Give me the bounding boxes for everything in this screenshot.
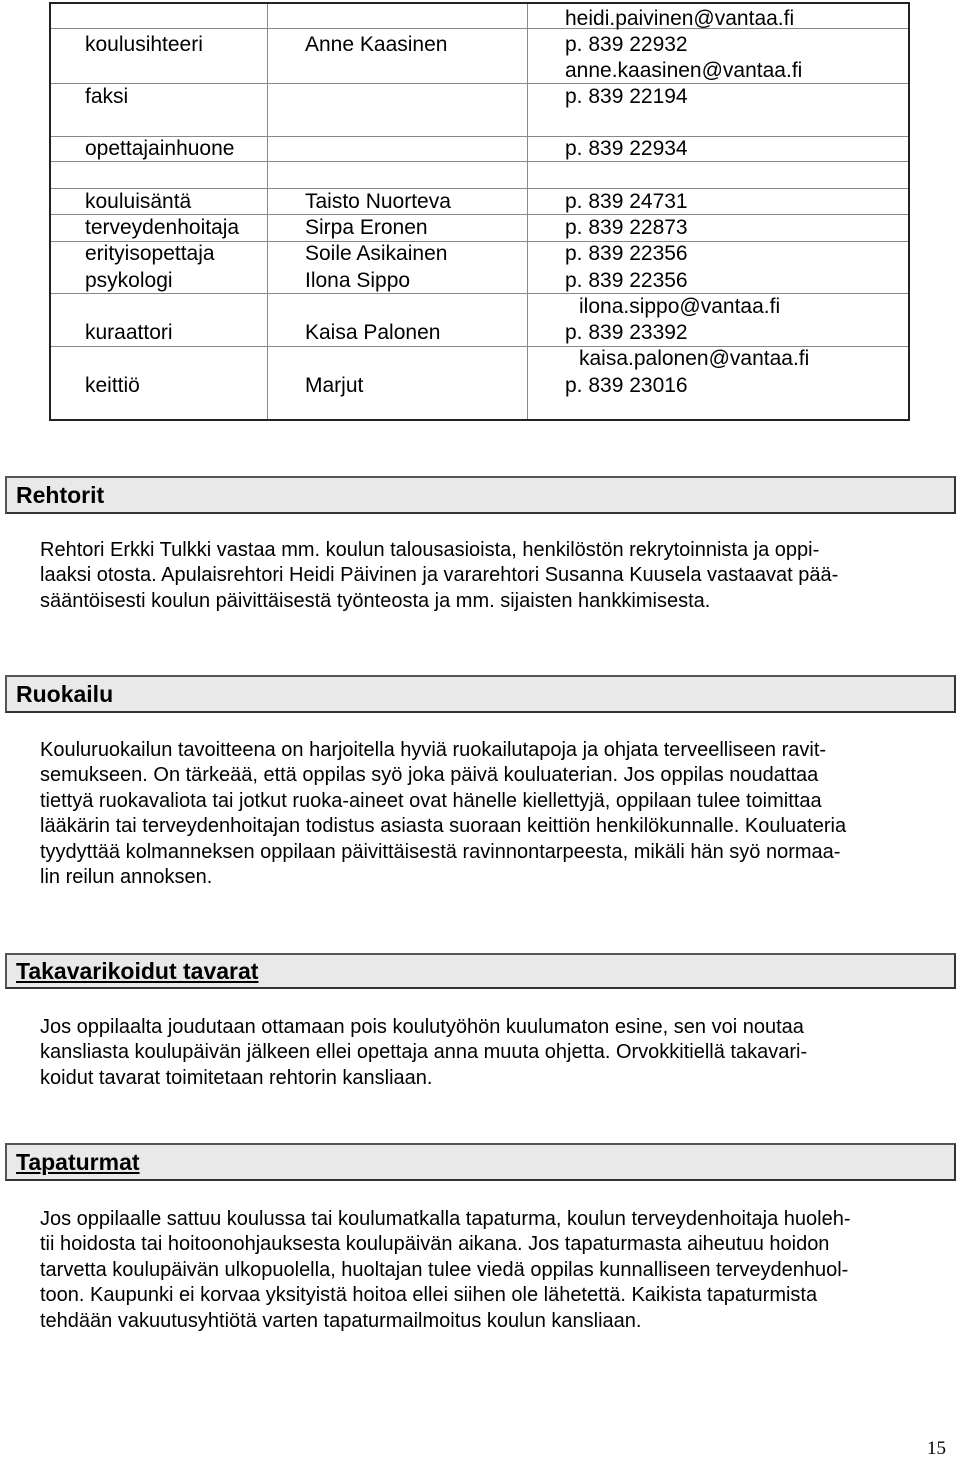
contact-name: Sirpa Eronen <box>305 216 428 239</box>
contact-role: kuraattori <box>85 321 173 344</box>
contact-phone: p. 839 23016 <box>565 374 688 397</box>
contact-table <box>49 2 910 421</box>
column-divider <box>267 4 268 419</box>
contact-phone: p. 839 24731 <box>565 190 688 213</box>
text-line: lin reilun annoksen. <box>40 866 213 889</box>
text-line: tii hoidosta tai hoitoonohjauksesta koulupäivän aikana. Jos tapaturmasta aiheutuu hoidon <box>40 1233 830 1256</box>
section-text-tapaturmat <box>40 1207 940 1334</box>
contact-name: Ilona Sippo <box>305 269 411 292</box>
contact-name: Taisto Nuorteva <box>305 190 451 213</box>
text-line: tiettyä ruokavaliota tai jotkut ruoka-aineet ovat hänelle kiellettyjä, oppilaan tulee toimittaa <box>40 789 822 812</box>
contact-name: Soile Asikainen <box>305 242 448 265</box>
text-line: kansliasta koulupäivän jälkeen ellei opettaja anna muuta ohjetta. Orvokkitiellä takavari- <box>40 1041 808 1064</box>
column-divider <box>527 4 528 419</box>
contact-email: ilona.sippo@vantaa.fi <box>579 295 781 318</box>
contact-phone: p. 839 23392 <box>565 321 688 344</box>
contact-role: opettajainhuone <box>85 137 235 160</box>
text-line: tehdään vakuutusyhtiötä varten tapaturmailmoitus koulun kansliaan. <box>40 1309 642 1332</box>
contact-role: psykologi <box>85 269 173 292</box>
contact-phone: p. 839 22873 <box>565 216 688 239</box>
contact-role: keittiö <box>85 374 140 397</box>
text-line: Jos oppilaalta joudutaan ottamaan pois koulutyöhön kuulumaton esine, sen voi noutaa <box>40 1016 804 1038</box>
section-heading-tapaturmat: Tapaturmat <box>5 1143 956 1181</box>
contact-phone: p. 839 22356 <box>565 269 688 292</box>
contact-phone: p. 839 22356 <box>565 242 688 265</box>
section-heading-ruokailu: Ruokailu <box>5 675 956 713</box>
text-line: tyydyttää kolmanneksen oppilaan päivittäisestä ravinnontarpeesta, mikäli hän syö normaa- <box>40 840 841 863</box>
page-number: 15 <box>927 1438 946 1459</box>
contact-role: terveydenhoitaja <box>85 216 240 239</box>
contact-phone: p. 839 22932 <box>565 33 688 56</box>
section-heading-takavarikoidut-tavarat: Takavarikoidut tavarat <box>5 953 956 989</box>
contact-name: Marjut <box>305 374 364 397</box>
text-line: semukseen. On tärkeää, että oppilas syö joka päivä kouluaterian. Jos oppilas noudattaa <box>40 764 819 787</box>
text-line: sääntöisesti koulun päivittäisestä työnteosta ja mm. sijaisten hankkimisesta. <box>40 589 711 612</box>
contact-phone: p. 839 22194 <box>565 85 688 108</box>
contact-name: Anne Kaasinen <box>305 33 448 56</box>
text-line: laaksi otosta. Apulaisrehtori Heidi Päivinen ja vararehtori Susanna Kuusela vastaavat pää- <box>40 564 839 587</box>
text-line: Kouluruokailun tavoitteena on harjoitella hyviä ruokailutapoja ja ohjata terveelliseen ravit- <box>40 739 827 761</box>
text-line: Jos oppilaalle sattuu koulussa tai koulumatkalla tapaturma, koulun terveydenhoitaja huoleh- <box>40 1208 851 1230</box>
contact-role: faksi <box>85 85 129 108</box>
section-text-takavarikoidut-tavarat <box>40 1015 940 1091</box>
contact-role: erityisopettaja <box>85 242 215 265</box>
contact-email: heidi.paivinen@vantaa.fi <box>565 7 795 30</box>
text-line: tarvetta koulupäivän ulkopuolella, huoltajan tulee viedä oppilas kunnalliseen terveydenhuol- <box>40 1258 849 1281</box>
contact-email: kaisa.palonen@vantaa.fi <box>579 347 810 370</box>
text-line: toon. Kaupunki ei korvaa yksityistä hoitoa ellei siihen ole lähetettä. Kaikista tapaturmista <box>40 1284 818 1307</box>
contact-name: Kaisa Palonen <box>305 321 441 344</box>
contact-role: koulusihteeri <box>85 33 203 56</box>
section-text-ruokailu <box>40 738 940 890</box>
contact-role: kouluisäntä <box>85 190 192 213</box>
text-line: Rehtori Erkki Tulkki vastaa mm. koulun talousasioista, henkilöstön rekrytoinnista ja oppi- <box>40 539 820 561</box>
text-line: koidut tavarat toimitetaan rehtorin kansliaan. <box>40 1066 433 1089</box>
contact-phone: p. 839 22934 <box>565 137 688 160</box>
section-heading-rehtorit: Rehtorit <box>5 476 956 514</box>
contact-email: anne.kaasinen@vantaa.fi <box>565 59 803 82</box>
text-line: lääkärin tai terveydenhoitajan todistus asiasta suoraan keittiön henkilökunnalle. Kouluateria <box>40 815 847 838</box>
section-text-rehtorit <box>40 538 940 614</box>
